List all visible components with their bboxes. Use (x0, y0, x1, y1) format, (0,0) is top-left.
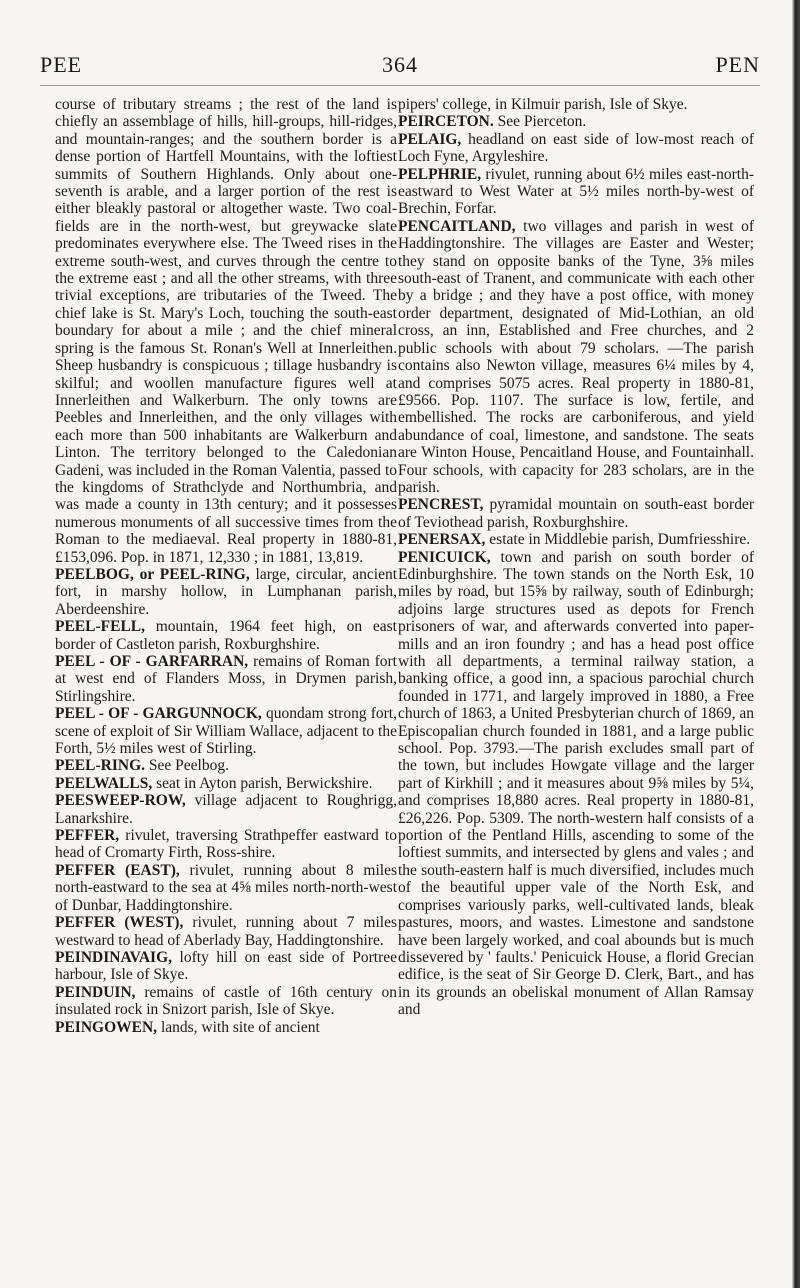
entry-headword: PELPHRIE, (398, 165, 482, 183)
entry-headword: PEINDUIN, (55, 983, 136, 1001)
entry-headword: PEFFER, (55, 827, 120, 845)
gazetteer-entry (55, 566, 397, 618)
entry-headword: PEEL - OF - GARGUNNOCK, (55, 705, 262, 723)
left-entries (55, 566, 397, 1036)
gazetteer-entry (398, 218, 754, 497)
entry-text: remains of castle of 16th century on insulated rock in Snizort parish, Isle of Skye. (55, 983, 397, 1019)
gazetteer-entry (55, 984, 397, 1019)
entry-text: lofty hill on east side of Portree harbour, Isle of Skye. (55, 948, 397, 984)
gazetteer-entry (55, 1019, 397, 1036)
gazetteer-entry (55, 653, 397, 705)
gazetteer-entry (55, 949, 397, 984)
entry-text: village adjacent to Roughrigg, Lanarkshire. (55, 792, 397, 827)
gazetteer-entry (55, 705, 397, 757)
entry-headword: PEEL - OF - GARFARRAN, (55, 653, 249, 670)
gazetteer-entry (55, 618, 397, 653)
gazetteer-entry (55, 757, 397, 774)
entry-text: rivulet, running about 7 miles westward to head of Aberlady Bay, Haddingtonshire. (55, 914, 397, 949)
gazetteer-entry (55, 792, 397, 827)
entry-text: rivulet, traversing Strathpeffer eastward to head of Cromarty Firth, Ross-shire. (55, 827, 397, 862)
gazetteer-entry (55, 827, 397, 862)
header-rule (40, 85, 760, 86)
entry-text: estate in Middlebie parish, Dumfriesshire. (485, 531, 751, 549)
entry-headword: PENCREST, (398, 496, 484, 514)
right-entries (398, 113, 754, 1018)
entry-headword: PEEL-FELL, (55, 618, 146, 636)
entry-text: seat in Ayton parish, Berwickshire. (152, 774, 373, 792)
entry-text: remains of Roman fort at west end of Flanders Moss, in Drymen parish, Stirlingshire. (55, 653, 397, 705)
entry-text: town and parish on south border of Edinburghshire. The town stands on the North Esk, 10 miles by road, but 15⅝ by railway, south of Edinburgh; adjoins large structures used as depots for French prisoners of war, and afterwards converted into paper-mills and an iron foundry ; and has a head post office with all departments, a terminal railway station, a banking office, a good inn, a spacious parochial church founded in 1771, and largely improved in 1880, a Free church of 1863, a United Presbyterian church of 1869, an Episcopalian church founded in 1881, and a large public school. Pop. 3793.—The parish excludes small part of the town, but includes Howgate village and the larger part of Kirkhill ; and it measures about 9⅝ miles by 5¼, and comprises 18,880 acres. Real property in 1880-81, £26,226. Pop. 5309. The north-western half consists of a portion of the Pentland Hills, ascending to some of the loftiest summits, and intersected by glens and vales ; and the south-eastern half is much diversified, includes much of the beautiful upper vale of the North Esk, and comprises variously parks, well-cultivated lands, bleak pastures, moors, and wastes. Limestone and sandstone have been largely worked, and coal abounds but is much dissevered by ' faults.' Penicuick House, a florid Grecian edifice, is the seat of Sir George D. Clerk, Bart., and has in its grounds an obeliskal monument of Allan Ramsay and (398, 548, 754, 1019)
page-number: 364 (382, 52, 418, 77)
entry-text: rivulet, running about 6½ miles east-north-eastward to West Water at 5½ miles north-by-west of Brechin, Forfar. (398, 165, 754, 218)
entry-headword: PEESWEEP-ROW, (55, 792, 186, 810)
entry-text: See Peelbog. (145, 757, 229, 775)
gazetteer-entry (398, 531, 754, 548)
gazetteer-entry (55, 862, 397, 914)
gazetteer-entry (398, 496, 754, 531)
entry-headword: PEELBOG, or PEEL-RING, (55, 565, 250, 583)
entry-text: quondam strong fort, scene of exploit of Sir William Wallace, adjacent to the Forth, 5½ miles west of Stirling. (55, 705, 397, 758)
header-left-catchword: PEE (40, 52, 83, 77)
entry-text: See Pierceton. (493, 113, 587, 131)
entry-text: two villages and parish in west of Haddingtonshire. The villages are Easter and Wester; they stand on opposite banks of the Tyne, 3⅝ miles south-east of Tranent, and communicate with each other by a bridge ; and they have a post office, with money order department, designated of Mid-Lothian, an old cross, an inn, Established and Free churches, and 2 public schools with about 79 scholars. —The parish contains also Newton village, measures 6¼ miles by 4, and comprises 5075 acres. Real property in 1880-81, £9566. Pop. 1107. The surface is low, fertile, and embellished. The rocks are carboniferous, and yield abundance of coal, limestone, and sandstone. The seats are Winton House, Pencaitland House, and Fountainhall. Four schools, with capacity for 283 scholars, are in the parish. (398, 217, 754, 496)
entry-text: rivulet, running about 8 miles north-eastward to the sea at 4⅝ miles north-north-west of Dunbar, Haddingtonshire. (55, 861, 397, 914)
entry-headword: PENICUICK, (398, 548, 491, 566)
entry-headword: PEELWALLS, (55, 774, 153, 792)
entry-text: mountain, 1964 feet high, on east border of Castleton parish, Roxburghshire. (55, 618, 397, 653)
gazetteer-entry (398, 549, 754, 1019)
gazetteer-entry (398, 131, 754, 166)
entry-headword: PENERSAX, (398, 531, 486, 549)
entry-text: lands, with site of ancient (157, 1018, 320, 1036)
header-right-catchword: PEN (715, 52, 760, 77)
gazetteer-entry (398, 113, 754, 130)
continued-paragraph: pipers' college, in Kilmuir parish, Isle of Skye. (398, 96, 688, 113)
gazetteer-entry (55, 775, 397, 792)
page-edge (792, 0, 800, 1288)
running-header (40, 52, 760, 80)
entry-headword: PEFFER (EAST), (55, 861, 180, 879)
right-column (398, 96, 754, 1019)
gazetteer-entry (398, 166, 754, 218)
left-column (55, 96, 397, 1036)
gazetteer-entry (55, 914, 397, 949)
entry-headword: PEFFER (WEST), (55, 914, 184, 932)
entry-headword: PENCAITLAND, (398, 217, 516, 235)
entry-text: large, circular, ancient fort, in marshy hollow, in Lumphanan parish, Aberdeenshire. (55, 565, 398, 618)
entry-headword: PEEL-RING. (55, 757, 145, 775)
entry-text: headland on east side of low-most reach of Loch Fyne, Argyleshire. (398, 130, 754, 166)
entry-headword: PEINGOWEN, (55, 1018, 158, 1036)
entry-text: pyramidal mountain on south-east border of Teviothead parish, Roxburghshire. (398, 496, 754, 531)
continued-paragraph: course of tributary streams ; the rest of the land is chiefly an assemblage of hills, hill-groups, hill-ridges, and mountain-ranges; and the southern border is a dense portion of Hartfell Mountains, with the loftiest summits of Southern Highlands. Only about one-seventh is arable, and a larger portion of the rest is either bleakly pastoral or altogether waste. Two coal-fields are in the north-west, but greywacke slate predominates everywhere else. The Tweed rises in the extreme south-west, and curves through the centre to the extreme east ; and all the other streams, with three trivial exceptions, are tributaries of the Tweed. The chief lake is St. Mary's Loch, touching the south-east boundary for about a mile ; and the chief mineral spring is the famous St. Ronan's Well at Innerleithen. Sheep husbandry is conspicuous ; tillage husbandry is skilful; and woollen manufacture figures well at Innerleithen and Walkerburn. The only towns are Peebles and Innerleithen, and the only villages with each more than 500 inhabitants are Walkerburn and Linton. The territory belonged to the Caledonian Gadeni, was included in the Roman Valentia, passed to the kingdoms of Strathclyde and Northumbria, and was made a county in 13th century; and it possesses numerous monuments of all successive times from the Roman to the mediaeval. Real property in 1880-81, £153,096. Pop. in 1871, 12,330 ; in 1881, 13,819. (55, 96, 397, 566)
entry-headword: PEIRCETON. (398, 113, 494, 131)
entry-headword: PELAIG, (398, 130, 462, 148)
entry-headword: PEINDINAVAIG, (55, 948, 172, 966)
